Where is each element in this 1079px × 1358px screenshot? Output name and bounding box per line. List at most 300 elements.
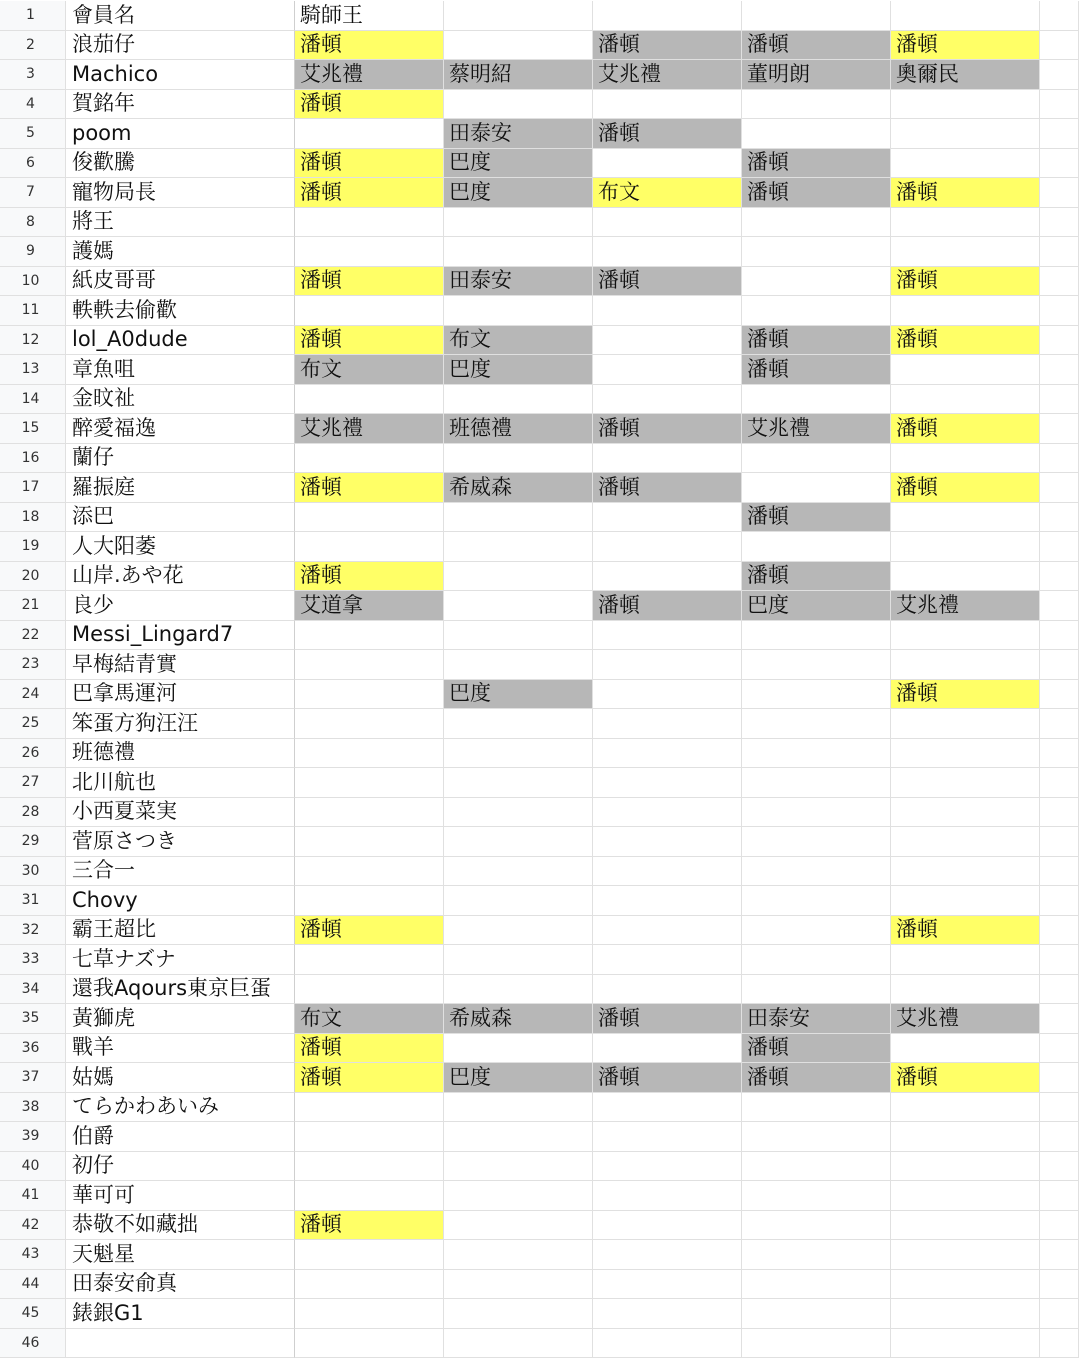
jockey-cell[interactable]: 艾兆禮 <box>742 414 891 444</box>
row-number-header[interactable]: 28 <box>0 798 66 828</box>
jockey-cell[interactable] <box>295 385 444 415</box>
jockey-cell[interactable] <box>742 621 891 651</box>
jockey-cell[interactable]: 潘頓 <box>891 267 1040 297</box>
jockey-cell[interactable] <box>891 562 1040 592</box>
empty-cell[interactable] <box>1040 975 1079 1005</box>
jockey-cell[interactable] <box>593 1270 742 1300</box>
jockey-cell[interactable]: 潘頓 <box>295 916 444 946</box>
jockey-cell[interactable]: 布文 <box>593 178 742 208</box>
empty-cell[interactable] <box>1040 709 1079 739</box>
jockey-cell[interactable] <box>295 1122 444 1152</box>
row-number-header[interactable]: 27 <box>0 768 66 798</box>
jockey-cell[interactable] <box>593 1240 742 1270</box>
empty-cell[interactable] <box>1040 296 1079 326</box>
jockey-cell[interactable] <box>444 621 593 651</box>
member-name-cell[interactable]: てらかわあいみ <box>66 1093 295 1123</box>
member-name-cell[interactable]: 金旼祉 <box>66 385 295 415</box>
jockey-cell[interactable]: 潘頓 <box>295 1211 444 1241</box>
jockey-cell[interactable] <box>295 650 444 680</box>
row-number-header[interactable]: 11 <box>0 296 66 326</box>
row-number-header[interactable]: 4 <box>0 90 66 120</box>
member-name-cell[interactable]: 添巴 <box>66 503 295 533</box>
row-number-header[interactable]: 45 <box>0 1299 66 1329</box>
jockey-cell[interactable]: 巴度 <box>444 1063 593 1093</box>
empty-cell[interactable] <box>1040 31 1079 61</box>
jockey-cell[interactable] <box>295 709 444 739</box>
jockey-cell[interactable] <box>444 827 593 857</box>
jockey-cell[interactable] <box>295 827 444 857</box>
row-number-header[interactable]: 17 <box>0 473 66 503</box>
jockey-cell[interactable]: 班德禮 <box>444 414 593 444</box>
jockey-cell[interactable]: 潘頓 <box>891 178 1040 208</box>
empty-cell[interactable] <box>1040 621 1079 651</box>
jockey-cell[interactable]: 潘頓 <box>742 1063 891 1093</box>
jockey-cell[interactable] <box>444 503 593 533</box>
jockey-cell[interactable] <box>891 503 1040 533</box>
jockey-cell[interactable] <box>295 1093 444 1123</box>
member-name-cell[interactable]: 良少 <box>66 591 295 621</box>
jockey-cell[interactable] <box>891 650 1040 680</box>
jockey-cell[interactable] <box>444 1122 593 1152</box>
row-number-header[interactable]: 33 <box>0 945 66 975</box>
empty-cell[interactable] <box>1040 768 1079 798</box>
jockey-cell[interactable] <box>593 768 742 798</box>
jockey-cell[interactable]: 潘頓 <box>742 562 891 592</box>
jockey-cell[interactable] <box>742 119 891 149</box>
jockey-cell[interactable]: 潘頓 <box>742 178 891 208</box>
jockey-cell[interactable]: 巴度 <box>444 680 593 710</box>
row-number-header[interactable]: 9 <box>0 237 66 267</box>
empty-cell[interactable] <box>1040 119 1079 149</box>
jockey-cell[interactable] <box>593 296 742 326</box>
member-name-cell[interactable]: 賀銘年 <box>66 90 295 120</box>
jockey-cell[interactable] <box>742 296 891 326</box>
jockey-cell[interactable] <box>593 1299 742 1329</box>
jockey-cell[interactable]: 潘頓 <box>742 355 891 385</box>
empty-cell[interactable] <box>1040 355 1079 385</box>
jockey-cell[interactable]: 艾道拿 <box>295 591 444 621</box>
jockey-cell[interactable] <box>891 798 1040 828</box>
jockey-cell[interactable] <box>295 768 444 798</box>
jockey-cell[interactable] <box>742 650 891 680</box>
row-number-header[interactable]: 38 <box>0 1093 66 1123</box>
jockey-cell[interactable] <box>891 1093 1040 1123</box>
jockey-cell[interactable] <box>742 1181 891 1211</box>
jockey-cell[interactable]: 巴度 <box>444 149 593 179</box>
member-name-cell[interactable]: 小西夏菜実 <box>66 798 295 828</box>
empty-cell[interactable] <box>1040 1299 1079 1329</box>
jockey-cell[interactable] <box>444 1152 593 1182</box>
jockey-cell[interactable] <box>593 650 742 680</box>
member-name-cell[interactable]: 軼軼去偷歡 <box>66 296 295 326</box>
jockey-cell[interactable]: 潘頓 <box>891 1063 1040 1093</box>
jockey-cell[interactable] <box>891 768 1040 798</box>
jockey-cell[interactable] <box>593 532 742 562</box>
empty-cell[interactable] <box>1040 680 1079 710</box>
jockey-cell[interactable]: 潘頓 <box>742 503 891 533</box>
row-number-header[interactable]: 25 <box>0 709 66 739</box>
jockey-cell[interactable]: 潘頓 <box>891 326 1040 356</box>
row-number-header[interactable]: 30 <box>0 857 66 887</box>
jockey-cell[interactable]: 潘頓 <box>593 1004 742 1034</box>
jockey-cell[interactable] <box>444 975 593 1005</box>
jockey-cell[interactable]: 潘頓 <box>593 473 742 503</box>
jockey-cell[interactable] <box>742 680 891 710</box>
empty-cell[interactable] <box>1040 562 1079 592</box>
jockey-cell[interactable] <box>742 709 891 739</box>
jockey-cell[interactable] <box>891 119 1040 149</box>
member-name-cell[interactable]: 浪茄仔 <box>66 31 295 61</box>
member-name-cell[interactable]: 黃獅虎 <box>66 1004 295 1034</box>
member-name-cell[interactable]: 山岸.あや花 <box>66 562 295 592</box>
member-name-cell[interactable]: 巴拿馬運河 <box>66 680 295 710</box>
row-number-header[interactable]: 24 <box>0 680 66 710</box>
jockey-cell[interactable] <box>742 1329 891 1358</box>
jockey-cell[interactable]: 潘頓 <box>295 1034 444 1064</box>
jockey-cell[interactable]: 潘頓 <box>593 1063 742 1093</box>
jockey-cell[interactable] <box>444 296 593 326</box>
jockey-cell[interactable] <box>444 562 593 592</box>
jockey-cell[interactable] <box>593 237 742 267</box>
jockey-cell[interactable] <box>444 208 593 238</box>
jockey-cell[interactable] <box>593 503 742 533</box>
jockey-cell[interactable]: 艾兆禮 <box>593 60 742 90</box>
member-name-cell[interactable]: 霸王超比 <box>66 916 295 946</box>
jockey-cell[interactable]: 潘頓 <box>295 178 444 208</box>
jockey-cell[interactable] <box>444 31 593 61</box>
empty-cell[interactable] <box>1040 267 1079 297</box>
jockey-cell[interactable]: 奧爾民 <box>891 60 1040 90</box>
jockey-cell[interactable] <box>593 149 742 179</box>
jockey-cell[interactable] <box>593 355 742 385</box>
jockey-cell[interactable] <box>742 798 891 828</box>
jockey-cell[interactable] <box>891 709 1040 739</box>
jockey-cell[interactable]: 潘頓 <box>593 31 742 61</box>
jockey-cell[interactable]: 潘頓 <box>742 326 891 356</box>
empty-cell[interactable] <box>1040 1 1079 31</box>
jockey-cell[interactable]: 潘頓 <box>295 326 444 356</box>
jockey-cell[interactable] <box>593 680 742 710</box>
jockey-cell[interactable] <box>295 296 444 326</box>
jockey-cell[interactable]: 騎師王 <box>295 1 444 31</box>
jockey-cell[interactable] <box>742 739 891 769</box>
row-number-header[interactable]: 41 <box>0 1181 66 1211</box>
row-number-header[interactable]: 44 <box>0 1270 66 1300</box>
jockey-cell[interactable]: 潘頓 <box>891 473 1040 503</box>
empty-cell[interactable] <box>1040 1240 1079 1270</box>
jockey-cell[interactable] <box>891 1270 1040 1300</box>
empty-cell[interactable] <box>1040 503 1079 533</box>
jockey-cell[interactable] <box>593 208 742 238</box>
jockey-cell[interactable] <box>593 945 742 975</box>
jockey-cell[interactable] <box>891 739 1040 769</box>
empty-cell[interactable] <box>1040 1122 1079 1152</box>
jockey-cell[interactable] <box>742 90 891 120</box>
jockey-cell[interactable] <box>593 916 742 946</box>
member-name-cell[interactable]: 天魁星 <box>66 1240 295 1270</box>
jockey-cell[interactable] <box>891 208 1040 238</box>
member-name-cell[interactable]: 華可可 <box>66 1181 295 1211</box>
member-name-cell[interactable]: 戰羊 <box>66 1034 295 1064</box>
empty-cell[interactable] <box>1040 385 1079 415</box>
row-number-header[interactable]: 14 <box>0 385 66 415</box>
row-number-header[interactable]: 22 <box>0 621 66 651</box>
jockey-cell[interactable] <box>593 739 742 769</box>
jockey-cell[interactable] <box>444 709 593 739</box>
jockey-cell[interactable]: 潘頓 <box>295 473 444 503</box>
jockey-cell[interactable] <box>444 532 593 562</box>
member-name-cell[interactable]: 會員名 <box>66 1 295 31</box>
jockey-cell[interactable]: 布文 <box>295 355 444 385</box>
jockey-cell[interactable] <box>593 1181 742 1211</box>
empty-cell[interactable] <box>1040 1152 1079 1182</box>
jockey-cell[interactable]: 董明朗 <box>742 60 891 90</box>
jockey-cell[interactable]: 潘頓 <box>742 149 891 179</box>
jockey-cell[interactable]: 潘頓 <box>295 267 444 297</box>
member-name-cell[interactable]: 將王 <box>66 208 295 238</box>
jockey-cell[interactable] <box>742 886 891 916</box>
empty-cell[interactable] <box>1040 886 1079 916</box>
row-number-header[interactable]: 2 <box>0 31 66 61</box>
member-name-cell[interactable]: 北川航也 <box>66 768 295 798</box>
jockey-cell[interactable]: 潘頓 <box>593 119 742 149</box>
jockey-cell[interactable] <box>891 1 1040 31</box>
jockey-cell[interactable] <box>891 237 1040 267</box>
member-name-cell[interactable]: 菅原さつき <box>66 827 295 857</box>
row-number-header[interactable]: 29 <box>0 827 66 857</box>
row-number-header[interactable]: 34 <box>0 975 66 1005</box>
jockey-cell[interactable] <box>295 444 444 474</box>
member-name-cell[interactable]: poom <box>66 119 295 149</box>
jockey-cell[interactable] <box>891 444 1040 474</box>
jockey-cell[interactable] <box>295 532 444 562</box>
jockey-cell[interactable] <box>742 975 891 1005</box>
jockey-cell[interactable] <box>742 237 891 267</box>
jockey-cell[interactable] <box>891 296 1040 326</box>
jockey-cell[interactable] <box>593 562 742 592</box>
jockey-cell[interactable] <box>891 90 1040 120</box>
member-name-cell[interactable]: 田泰安俞真 <box>66 1270 295 1300</box>
empty-cell[interactable] <box>1040 1181 1079 1211</box>
jockey-cell[interactable] <box>742 916 891 946</box>
jockey-cell[interactable]: 潘頓 <box>295 31 444 61</box>
jockey-cell[interactable] <box>444 739 593 769</box>
jockey-cell[interactable]: 巴度 <box>444 355 593 385</box>
empty-cell[interactable] <box>1040 739 1079 769</box>
member-name-cell[interactable]: Chovy <box>66 886 295 916</box>
member-name-cell[interactable]: 七草ナズナ <box>66 945 295 975</box>
jockey-cell[interactable] <box>593 385 742 415</box>
jockey-cell[interactable] <box>444 1329 593 1358</box>
member-name-cell[interactable]: Messi_Lingard7 <box>66 621 295 651</box>
row-number-header[interactable]: 1 <box>0 1 66 31</box>
empty-cell[interactable] <box>1040 414 1079 444</box>
jockey-cell[interactable] <box>444 90 593 120</box>
jockey-cell[interactable] <box>891 1329 1040 1358</box>
jockey-cell[interactable] <box>891 975 1040 1005</box>
row-number-header[interactable]: 26 <box>0 739 66 769</box>
jockey-cell[interactable] <box>295 975 444 1005</box>
jockey-cell[interactable] <box>593 827 742 857</box>
jockey-cell[interactable] <box>891 1299 1040 1329</box>
jockey-cell[interactable] <box>444 444 593 474</box>
jockey-cell[interactable] <box>593 975 742 1005</box>
row-number-header[interactable]: 35 <box>0 1004 66 1034</box>
jockey-cell[interactable] <box>295 798 444 828</box>
empty-cell[interactable] <box>1040 1270 1079 1300</box>
member-name-cell[interactable]: 恭敬不如藏拙 <box>66 1211 295 1241</box>
jockey-cell[interactable] <box>593 621 742 651</box>
jockey-cell[interactable] <box>742 1152 891 1182</box>
empty-cell[interactable] <box>1040 650 1079 680</box>
jockey-cell[interactable] <box>295 1181 444 1211</box>
row-number-header[interactable]: 21 <box>0 591 66 621</box>
jockey-cell[interactable]: 潘頓 <box>891 916 1040 946</box>
member-name-cell[interactable]: 紙皮哥哥 <box>66 267 295 297</box>
jockey-cell[interactable] <box>593 1093 742 1123</box>
jockey-cell[interactable]: 艾兆禮 <box>295 414 444 444</box>
jockey-cell[interactable] <box>444 1181 593 1211</box>
empty-cell[interactable] <box>1040 90 1079 120</box>
jockey-cell[interactable]: 潘頓 <box>593 267 742 297</box>
jockey-cell[interactable] <box>295 857 444 887</box>
jockey-cell[interactable] <box>444 768 593 798</box>
jockey-cell[interactable] <box>891 149 1040 179</box>
jockey-cell[interactable] <box>444 886 593 916</box>
jockey-cell[interactable] <box>742 1299 891 1329</box>
jockey-cell[interactable] <box>295 739 444 769</box>
jockey-cell[interactable] <box>891 1211 1040 1241</box>
row-number-header[interactable]: 23 <box>0 650 66 680</box>
row-number-header[interactable]: 43 <box>0 1240 66 1270</box>
jockey-cell[interactable] <box>295 1240 444 1270</box>
jockey-cell[interactable]: 潘頓 <box>295 562 444 592</box>
jockey-cell[interactable] <box>444 237 593 267</box>
jockey-cell[interactable] <box>593 1034 742 1064</box>
jockey-cell[interactable] <box>444 1270 593 1300</box>
member-name-cell[interactable]: 初仔 <box>66 1152 295 1182</box>
jockey-cell[interactable] <box>891 621 1040 651</box>
jockey-cell[interactable] <box>891 1122 1040 1152</box>
row-number-header[interactable]: 5 <box>0 119 66 149</box>
jockey-cell[interactable] <box>295 503 444 533</box>
row-number-header[interactable]: 40 <box>0 1152 66 1182</box>
jockey-cell[interactable] <box>891 385 1040 415</box>
jockey-cell[interactable]: 巴度 <box>742 591 891 621</box>
empty-cell[interactable] <box>1040 1004 1079 1034</box>
jockey-cell[interactable] <box>295 621 444 651</box>
jockey-cell[interactable]: 潘頓 <box>295 1063 444 1093</box>
jockey-cell[interactable]: 巴度 <box>444 178 593 208</box>
member-name-cell[interactable]: 羅振庭 <box>66 473 295 503</box>
empty-cell[interactable] <box>1040 591 1079 621</box>
member-name-cell[interactable]: 伯爵 <box>66 1122 295 1152</box>
jockey-cell[interactable] <box>444 945 593 975</box>
jockey-cell[interactable] <box>444 591 593 621</box>
member-name-cell[interactable]: 人大阳萎 <box>66 532 295 562</box>
row-number-header[interactable]: 18 <box>0 503 66 533</box>
jockey-cell[interactable] <box>742 857 891 887</box>
jockey-cell[interactable] <box>742 267 891 297</box>
jockey-cell[interactable] <box>444 916 593 946</box>
row-number-header[interactable]: 7 <box>0 178 66 208</box>
jockey-cell[interactable]: 潘頓 <box>593 414 742 444</box>
empty-cell[interactable] <box>1040 473 1079 503</box>
empty-cell[interactable] <box>1040 326 1079 356</box>
member-name-cell[interactable]: 笨蛋方狗汪汪 <box>66 709 295 739</box>
jockey-cell[interactable] <box>295 237 444 267</box>
empty-cell[interactable] <box>1040 1211 1079 1241</box>
jockey-cell[interactable] <box>295 119 444 149</box>
member-name-cell[interactable] <box>66 1329 295 1358</box>
jockey-cell[interactable]: 田泰安 <box>444 119 593 149</box>
jockey-cell[interactable] <box>742 473 891 503</box>
row-number-header[interactable]: 20 <box>0 562 66 592</box>
row-number-header[interactable]: 37 <box>0 1063 66 1093</box>
empty-cell[interactable] <box>1040 857 1079 887</box>
row-number-header[interactable]: 12 <box>0 326 66 356</box>
empty-cell[interactable] <box>1040 1063 1079 1093</box>
member-name-cell[interactable]: 醉愛福逸 <box>66 414 295 444</box>
empty-cell[interactable] <box>1040 208 1079 238</box>
jockey-cell[interactable] <box>444 1 593 31</box>
jockey-cell[interactable] <box>295 208 444 238</box>
jockey-cell[interactable] <box>891 827 1040 857</box>
jockey-cell[interactable]: 布文 <box>444 326 593 356</box>
row-number-header[interactable]: 8 <box>0 208 66 238</box>
jockey-cell[interactable] <box>593 326 742 356</box>
jockey-cell[interactable] <box>742 1211 891 1241</box>
jockey-cell[interactable]: 希威森 <box>444 473 593 503</box>
jockey-cell[interactable] <box>742 532 891 562</box>
jockey-cell[interactable]: 田泰安 <box>742 1004 891 1034</box>
jockey-cell[interactable] <box>444 1093 593 1123</box>
member-name-cell[interactable]: 早梅結青實 <box>66 650 295 680</box>
jockey-cell[interactable] <box>891 1152 1040 1182</box>
jockey-cell[interactable] <box>444 1211 593 1241</box>
empty-cell[interactable] <box>1040 532 1079 562</box>
jockey-cell[interactable]: 潘頓 <box>891 680 1040 710</box>
jockey-cell[interactable] <box>295 886 444 916</box>
jockey-cell[interactable]: 希威森 <box>444 1004 593 1034</box>
jockey-cell[interactable] <box>295 1270 444 1300</box>
jockey-cell[interactable]: 潘頓 <box>295 149 444 179</box>
row-number-header[interactable]: 15 <box>0 414 66 444</box>
row-number-header[interactable]: 32 <box>0 916 66 946</box>
jockey-cell[interactable]: 潘頓 <box>742 31 891 61</box>
jockey-cell[interactable] <box>444 385 593 415</box>
jockey-cell[interactable] <box>891 1181 1040 1211</box>
jockey-cell[interactable]: 艾兆禮 <box>891 1004 1040 1034</box>
member-name-cell[interactable]: lol_A0dude <box>66 326 295 356</box>
member-name-cell[interactable]: 還我Aqours東京巨蛋 <box>66 975 295 1005</box>
member-name-cell[interactable]: 護媽 <box>66 237 295 267</box>
jockey-cell[interactable]: 潘頓 <box>295 90 444 120</box>
row-number-header[interactable]: 10 <box>0 267 66 297</box>
row-number-header[interactable]: 16 <box>0 444 66 474</box>
row-number-header[interactable]: 42 <box>0 1211 66 1241</box>
empty-cell[interactable] <box>1040 945 1079 975</box>
jockey-cell[interactable] <box>295 1329 444 1358</box>
member-name-cell[interactable]: 三合一 <box>66 857 295 887</box>
jockey-cell[interactable] <box>444 1299 593 1329</box>
jockey-cell[interactable] <box>742 1270 891 1300</box>
member-name-cell[interactable]: 蘭仔 <box>66 444 295 474</box>
jockey-cell[interactable] <box>444 1240 593 1270</box>
jockey-cell[interactable] <box>742 1122 891 1152</box>
jockey-cell[interactable] <box>444 798 593 828</box>
jockey-cell[interactable] <box>742 444 891 474</box>
